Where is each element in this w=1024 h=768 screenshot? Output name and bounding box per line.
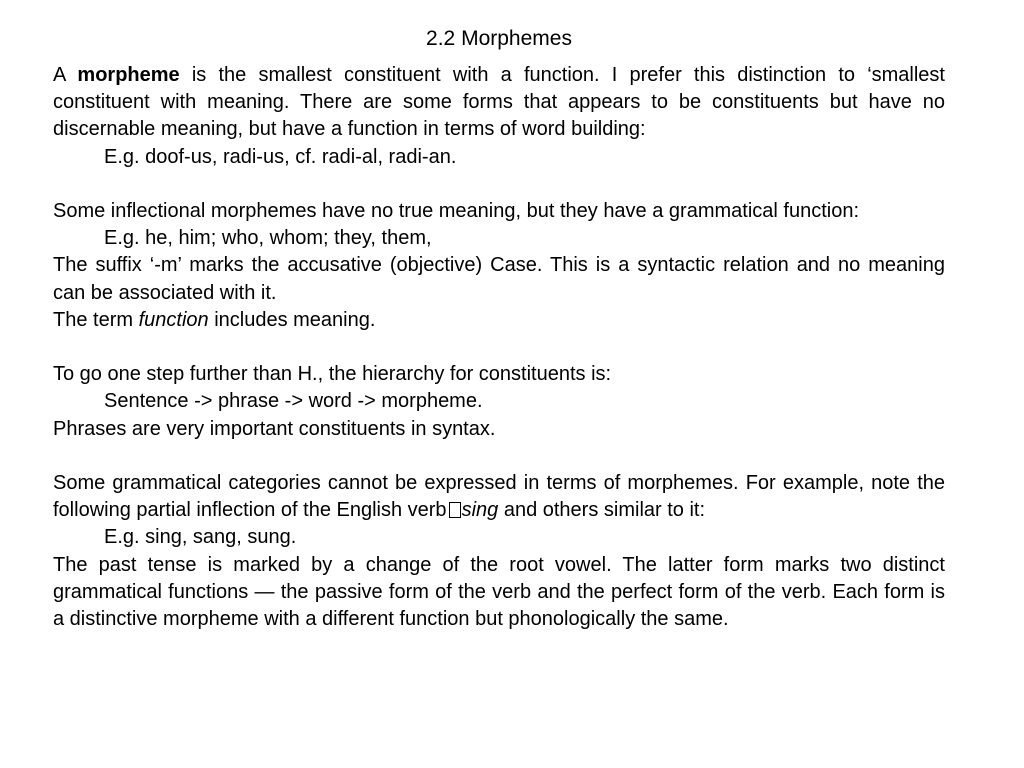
paragraph-text: Some grammatical categories cannot be expressed in terms of morphemes. For example, note the following partial inflection of the English verb: [53, 472, 945, 522]
document-page: [53, 24, 945, 633]
paragraph-phrases: Phrases are very important constituents in syntax.: [53, 417, 496, 440]
example-line: Sentence -> phrase -> word -> morpheme.: [104, 390, 483, 413]
example-line: E.g. sing, sang, sung.: [104, 526, 297, 549]
paragraph-text: A: [53, 64, 78, 86]
example-line: E.g. he, him; who, whom; they, them,: [104, 227, 432, 250]
paragraph-function-term: [53, 307, 945, 334]
paragraph-text: and others similar to it:: [498, 499, 706, 522]
paragraph-inflectional: Some inflectional morphemes have no true meaning, but they have a grammatical function:: [53, 200, 859, 222]
paragraph-categories: [53, 470, 945, 524]
page-title: 2.2 Morphemes: [426, 27, 572, 50]
paragraph-spacer: [53, 171, 945, 198]
paragraph-past-tense: The past tense is marked by a change of the root vowel. The latter form marks two distinct grammatical functions — the passive form of the verb and the perfect form of the verb. Each form is a distinctive morpheme with a different function but phonologically the same.: [53, 553, 945, 631]
paragraph-spacer: [53, 334, 945, 361]
missing-glyph-box: [449, 502, 461, 518]
paragraph-text: is the smallest constituent with a function. I prefer this distinction to ‘smallest constituent with meaning. There are some forms that appears to be constituents but have no discernable meaning, but have a function in terms of word building:: [53, 64, 945, 141]
paragraph-morpheme-definition: [53, 62, 945, 144]
paragraph-suffix: The suffix ‘-m’ marks the accusative (objective) Case. This is a syntactic relation and no meaning can be associated with it.: [53, 254, 945, 304]
paragraph-text: The term: [53, 308, 139, 331]
term-function: function: [138, 308, 209, 331]
term-morpheme: morpheme: [77, 64, 180, 86]
paragraph-text: includes meaning.: [208, 308, 376, 331]
paragraph-hierarchy: To go one step further than H., the hierarchy for constituents is:: [53, 363, 612, 386]
example-line: E.g. doof-us, radi-us, cf. radi-al, radi-an.: [104, 145, 457, 168]
paragraph-spacer: [53, 443, 945, 470]
term-sing: sing: [461, 499, 499, 522]
